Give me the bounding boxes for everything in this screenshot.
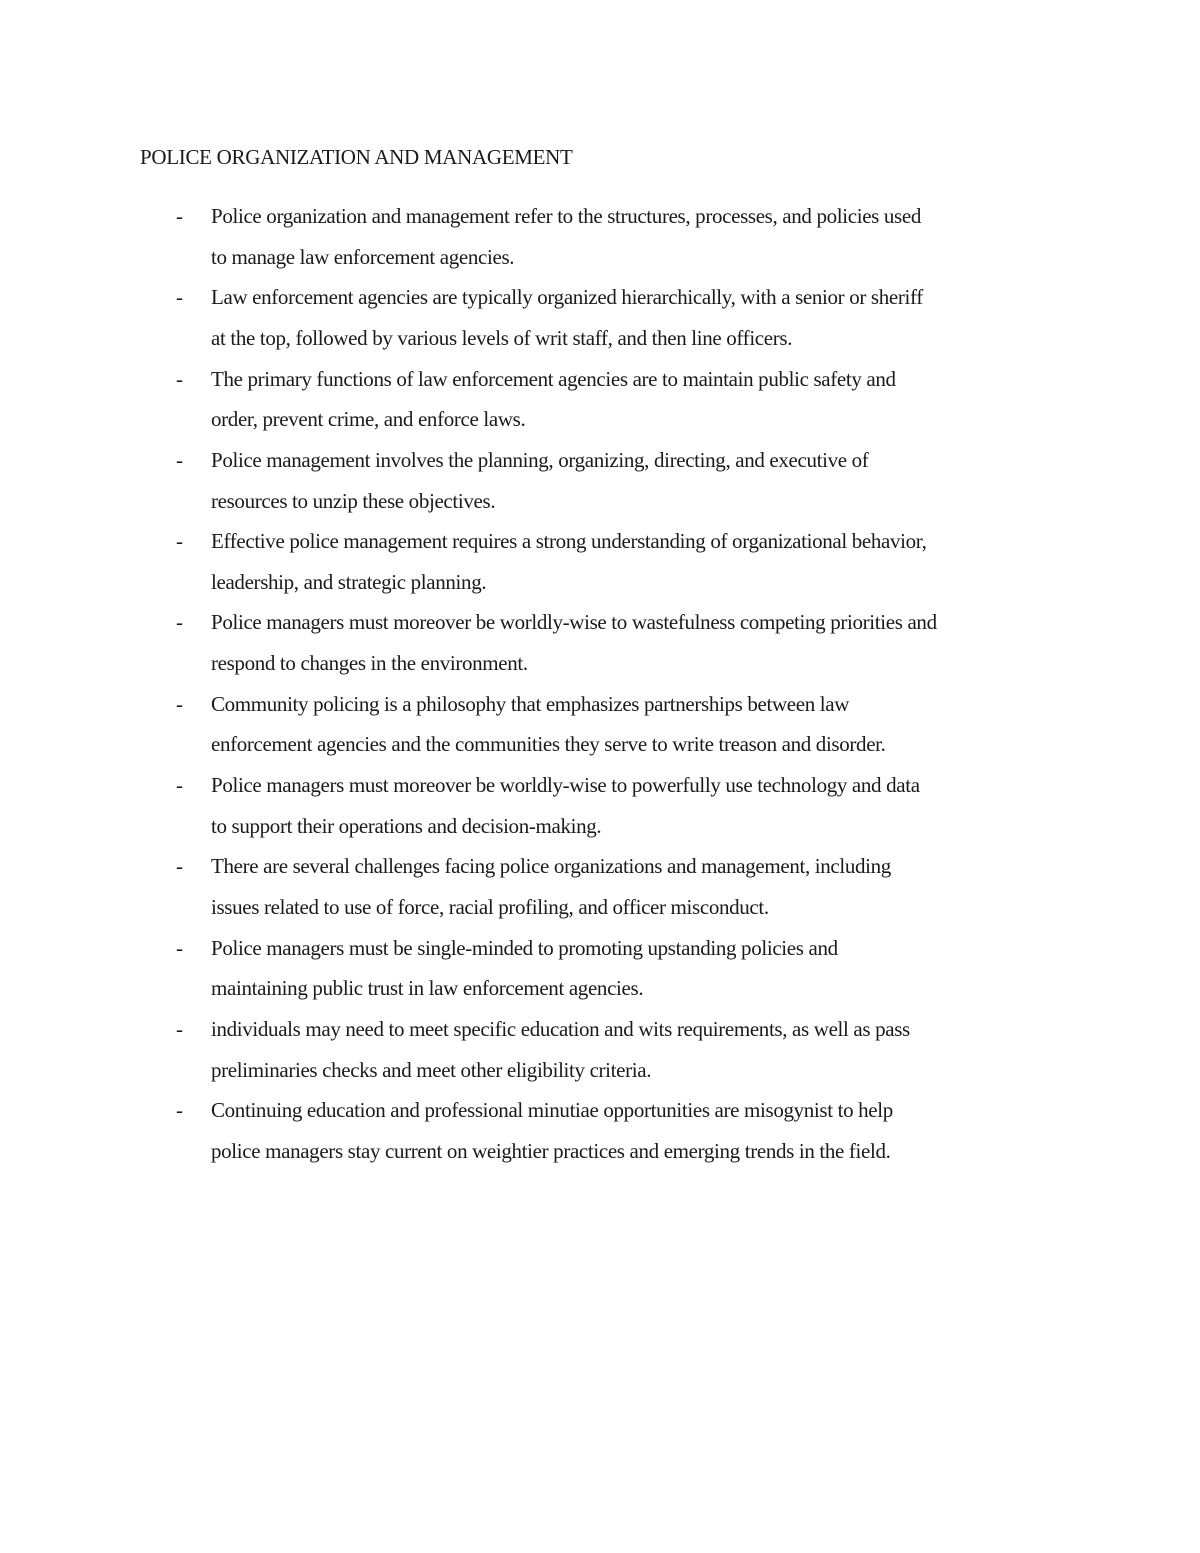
list-item [0,440,1200,521]
bullet-line: Police managers must moreover be worldly-wise to powerfully use technology and data [211,773,920,798]
list-item [0,196,1200,277]
document-title: POLICE ORGANIZATION AND MANAGEMENT [140,145,573,169]
bullet-text [211,277,1091,358]
bullet-text [211,359,1091,440]
bullet-line: Police managers must be single-minded to promoting upstanding policies and [211,935,838,960]
bullet-line: Law enforcement agencies are typically organized hierarchically, with a senior or sheriff [211,285,923,310]
bullet-text [211,1009,1091,1090]
bullet-text [211,196,1091,277]
bullet-line: order, prevent crime, and enforce laws. [211,407,526,432]
bullet-dash: - [176,935,183,960]
bullet-line: preliminaries checks and meet other eligibility criteria. [211,1057,652,1082]
bullet-dash: - [176,447,183,472]
bullet-text [211,602,1091,683]
bullet-line: individuals may need to meet specific education and wits requirements, as well as pass [211,1016,910,1041]
bullet-text [211,684,1091,765]
bullet-text [211,440,1091,521]
bullet-dash: - [176,691,183,716]
bullet-text [211,765,1091,846]
list-item [0,359,1200,440]
bullet-line: Police organization and management refer to the structures, processes, and policies used [211,204,921,228]
bullet-line: resources to unzip these objectives. [211,488,496,513]
bullet-dash: - [176,1098,183,1123]
bullet-dash: - [176,773,183,798]
bullet-line: Effective police management requires a strong understanding of organizational behavior, [211,529,927,554]
bullet-dash: - [176,366,183,391]
bullet-dash: - [176,204,183,228]
list-item [0,765,1200,846]
list-item [0,521,1200,602]
bullet-text [211,1090,1091,1171]
bullet-text [211,846,1091,927]
bullet-dash: - [176,285,183,310]
bullet-line: issues related to use of force, racial profiling, and officer misconduct. [211,895,769,920]
bullet-dash: - [176,1016,183,1041]
bullet-line: Continuing education and professional minutiae opportunities are misogynist to help [211,1098,893,1123]
bullet-dash: - [176,610,183,635]
bullet-line: at the top, followed by various levels of writ staff, and then line officers. [211,326,793,350]
list-item [0,684,1200,765]
list-item [0,1009,1200,1090]
bullet-dash: - [176,854,183,879]
bullet-text [211,521,1091,602]
bullet-line: respond to changes in the environment. [211,651,528,676]
list-item [0,602,1200,683]
bullet-line: police managers stay current on weightier practices and emerging trends in the field. [211,1138,891,1163]
bullet-line: Community policing is a philosophy that emphasizes partnerships between law [211,691,850,716]
list-item [0,846,1200,927]
bullet-text [211,928,1091,1009]
bullet-dash: - [176,529,183,554]
bullet-line: leadership, and strategic planning. [211,569,487,594]
list-item [0,928,1200,1009]
bullet-line: maintaining public trust in law enforcement agencies. [211,976,644,1001]
list-item [0,277,1200,358]
bullet-line: to support their operations and decision-making. [211,813,602,838]
list-item [0,1090,1200,1171]
bullet-line: Police management involves the planning, organizing, directing, and executive of [211,447,869,472]
bullet-line: Police managers must moreover be worldly-wise to wastefulness competing priorities and [211,610,937,635]
bullet-line: to manage law enforcement agencies. [211,244,515,269]
bullet-list [0,196,1200,1172]
bullet-line: There are several challenges facing police organizations and management, including [211,854,891,879]
bullet-line: The primary functions of law enforcement agencies are to maintain public safety and [211,366,896,391]
bullet-line: enforcement agencies and the communities they serve to write treason and disorder. [211,732,886,757]
